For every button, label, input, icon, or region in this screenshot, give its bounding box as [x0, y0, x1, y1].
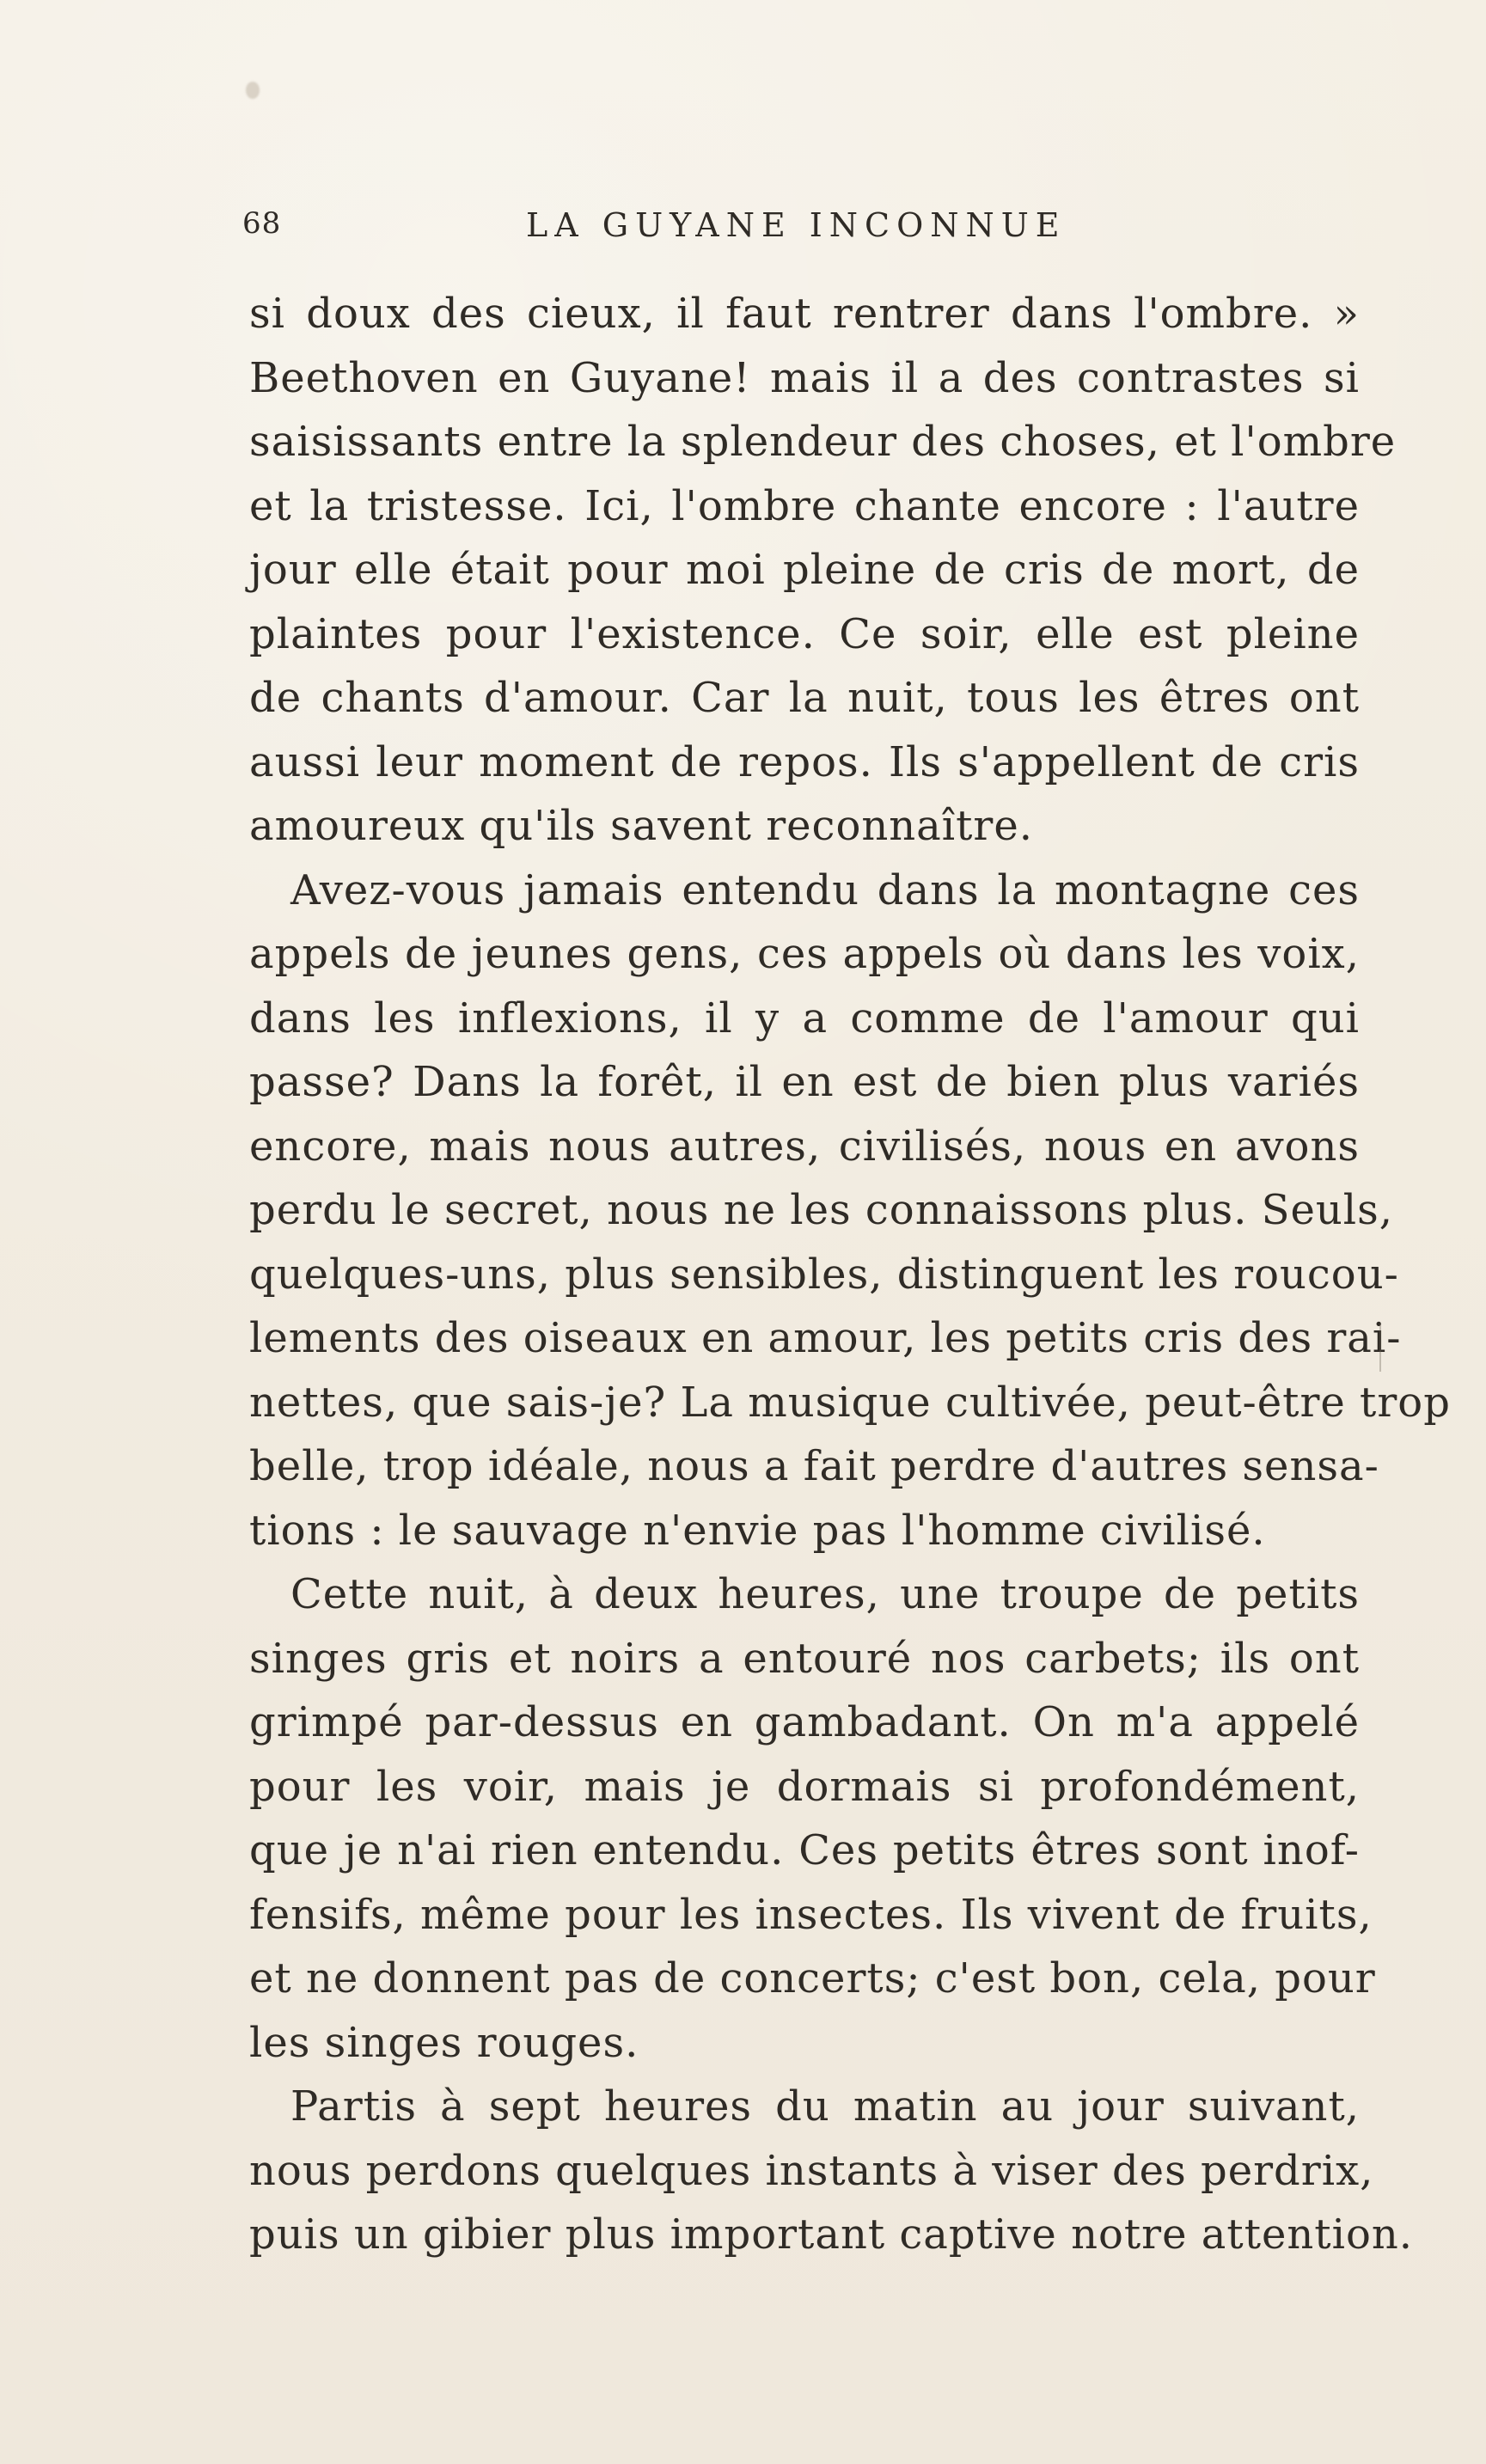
text-line: saisissants entre la splendeur des choses, et l'ombre [249, 418, 1397, 466]
body-text [249, 282, 1451, 2267]
text-line: Avez-vous jamais entendu dans la montagne ces [290, 865, 1360, 914]
text-line: et ne donnent pas de concerts; c'est bon, cela, pour [249, 1954, 1376, 2002]
text-line: et la tristesse. Ici, l'ombre chante encore : l'autre [249, 481, 1360, 530]
text-line: perdu le secret, nous ne les connaissons plus. Seuls, [249, 1186, 1394, 1234]
text-line: quelques-uns, plus sensibles, distinguent les roucou- [249, 1250, 1399, 1299]
text-line: tions : le sauvage n'envie pas l'homme civilisé. [249, 1506, 1266, 1555]
text-line: amoureux qu'ils savent reconnaître. [249, 802, 1034, 850]
running-head [242, 206, 1257, 258]
text-line: puis un gibier plus important captive notre attention. [249, 2210, 1414, 2259]
paragraph-4 [249, 2075, 1414, 2267]
margin-mark [1379, 1324, 1381, 1372]
text-line: jour elle était pour moi pleine de cris de mort, de [249, 546, 1360, 594]
running-title: LA GUYANE INCONNUE [526, 206, 1067, 244]
text-line: les singes rouges. [249, 2018, 639, 2067]
text-line: lements des oiseaux en amour, les petits cris des rai- [249, 1314, 1402, 1362]
text-line: nous perdons quelques instants à viser des perdrix, [249, 2146, 1374, 2195]
paragraph-3 [249, 1562, 1376, 2075]
paragraph-1 [249, 282, 1397, 859]
text-line: que je n'ai rien entendu. Ces petits êtres sont inof- [249, 1826, 1360, 1874]
paper-spot [246, 82, 260, 99]
text-line: nettes, que sais-je? La musique cultivée, peut-être trop [249, 1378, 1451, 1427]
text-line: singes gris et noirs a entouré nos carbets; ils ont [249, 1634, 1360, 1683]
text-line: de chants d'amour. Car la nuit, tous les êtres ont [249, 674, 1360, 722]
text-line: Partis à sept heures du matin au jour suivant, [290, 2082, 1360, 2131]
text-line: dans les inflexions, il y a comme de l'amour qui [249, 994, 1360, 1042]
text-line: fensifs, même pour les insectes. Ils vivent de fruits, [249, 1890, 1373, 1939]
text-line: pour les voir, mais je dormais si profondément, [249, 1762, 1360, 1811]
text-line: si doux des cieux, il faut rentrer dans l'ombre. » [249, 290, 1360, 338]
text-line: grimpé par-dessus en gambadant. On m'a appelé [249, 1698, 1360, 1746]
text-line: belle, trop idéale, nous a fait perdre d'autres sensa- [249, 1442, 1379, 1490]
text-line: plaintes pour l'existence. Ce soir, elle est pleine [249, 609, 1360, 658]
text-line: Cette nuit, à deux heures, une troupe de petits [290, 1570, 1360, 1618]
text-line: encore, mais nous autres, civilisés, nous en avons [249, 1122, 1360, 1171]
text-line: appels de jeunes gens, ces appels où dans les voix, [249, 930, 1360, 978]
page-number: 68 [242, 206, 282, 241]
text-line: aussi leur moment de repos. Ils s'appellent de cris [249, 737, 1360, 786]
text-line: passe? Dans la forêt, il en est de bien plus variés [249, 1058, 1360, 1106]
paragraph-2 [249, 859, 1451, 1563]
text-line: Beethoven en Guyane! mais il a des contrastes si [249, 353, 1360, 402]
